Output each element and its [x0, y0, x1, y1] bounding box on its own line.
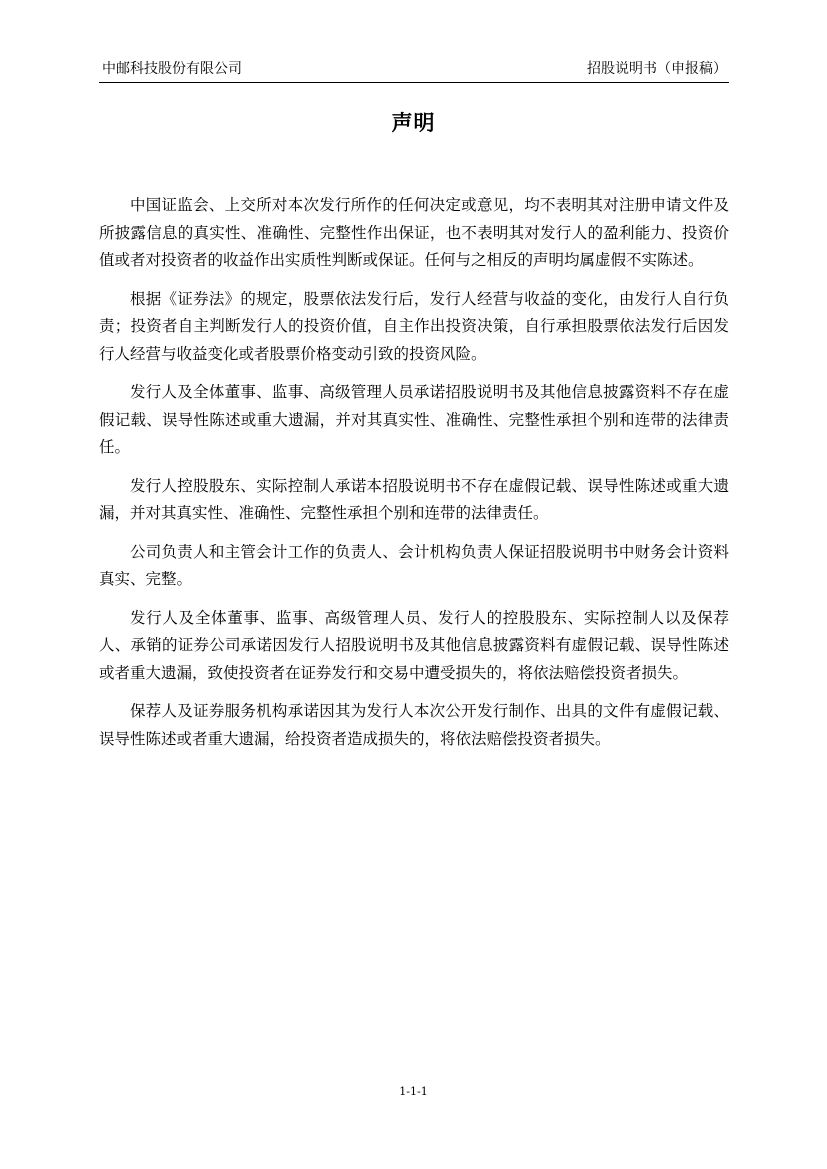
- paragraph-sponsor-commitment: 保荐人及证券服务机构承诺因其为发行人本次公开发行制作、出具的文件有虚假记载、误导性陈述或者重大遗漏，给投资者造成损失的，将依法赔偿投资者损失。: [99, 702, 729, 748]
- page-header: [99, 58, 729, 83]
- page-number: 1-1-1: [399, 1085, 428, 1098]
- paragraph-regulator-disclaimer: 中国证监会、上交所对本次发行所作的任何决定或意见，均不表明其对注册申请文件及所披露信息的真实性、准确性、完整性作出保证，也不表明其对发行人的盈利能力、投资价值或者对投资者的收益作出实质性判断或保证。任何与之相反的声明均属虚假不实陈述。: [99, 196, 729, 269]
- page-title: 声明: [391, 111, 436, 135]
- paragraph-securities-law: 根据《证券法》的规定，股票依法发行后，发行人经营与收益的变化，由发行人自行负责；投资者自主判断发行人的投资价值，自主作出投资决策，自行承担股票依法发行后因发行人经营与收益变化或者股票价格变动引致的投资风险。: [99, 289, 729, 363]
- paragraph-financial-guarantee: 公司负责人和主管会计工作的负责人、会计机构负责人保证招股说明书中财务会计资料真实、完整。: [99, 542, 729, 588]
- header-company-name: 中邮科技股份有限公司: [102, 61, 242, 77]
- paragraph-compensation-commitment: 发行人及全体董事、监事、高级管理人员、发行人的控股股东、实际控制人以及保荐人、承销的证券公司承诺因发行人招股说明书及其他信息披露资料有虚假记载、误导性陈述或者重大遗漏，致使投资者在证券发行和交易中遭受损失的，将依法赔偿投资者损失。: [99, 608, 729, 682]
- paragraph-controlling-shareholder-commitment: 发行人控股股东、实际控制人承诺本招股说明书不存在虚假记载、误导性陈述或重大遗漏，并对其真实性、准确性、完整性承担个别和连带的法律责任。: [99, 476, 729, 522]
- paragraph-directors-commitment: 发行人及全体董事、监事、高级管理人员承诺招股说明书及其他信息披露资料不存在虚假记载、误导性陈述或重大遗漏，并对其真实性、准确性、完整性承担个别和连带的法律责任。: [99, 383, 729, 456]
- header-document-type: 招股说明书（申报稿）: [587, 61, 727, 77]
- declaration-body: [99, 192, 729, 764]
